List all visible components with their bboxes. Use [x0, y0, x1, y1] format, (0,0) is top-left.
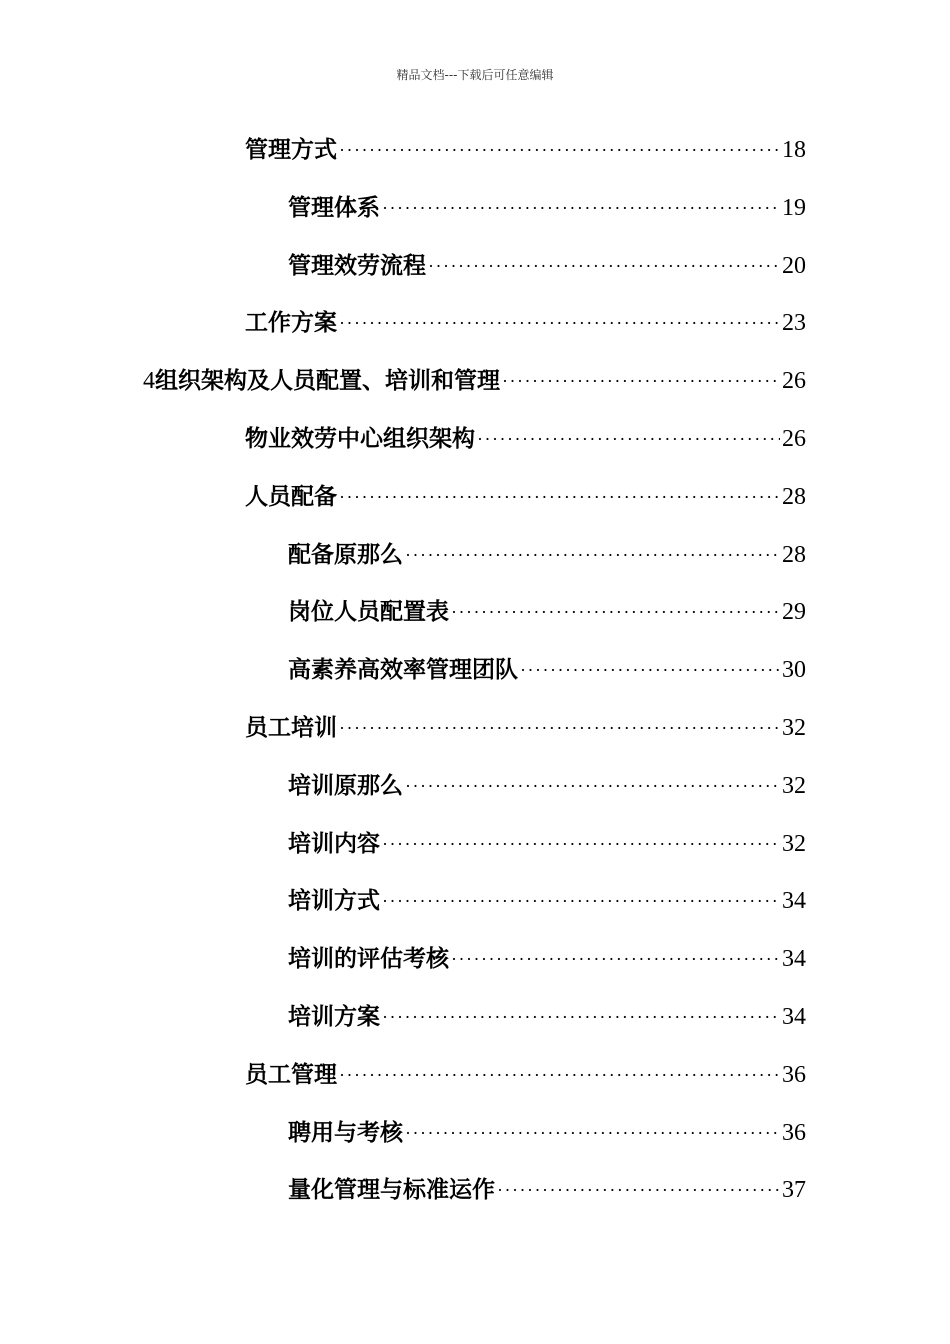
toc-entry-page-number: 28 [782, 483, 806, 510]
toc-entry-title: 量化管理与标准运作 [288, 1177, 495, 1204]
toc-entry-title: 培训原那么 [288, 772, 403, 799]
toc-entry-title: 管理效劳流程 [288, 252, 426, 279]
toc-entry-page-number: 34 [782, 888, 806, 915]
dot-leader [339, 477, 780, 517]
toc-entry-title: 员工培训 [245, 715, 337, 741]
dot-leader [451, 592, 780, 632]
toc-entry-page-number: 23 [782, 310, 806, 337]
toc-entry[interactable] [288, 535, 806, 575]
toc-entry-title: 高素养高效率管理团队 [288, 657, 518, 684]
toc-entry[interactable] [245, 419, 806, 459]
dot-leader [502, 361, 780, 401]
toc-entry-page-number: 19 [782, 194, 806, 221]
toc-entry-page-number: 34 [782, 1004, 806, 1030]
dot-leader [382, 997, 780, 1037]
dot-leader [382, 881, 780, 921]
toc-entry[interactable] [288, 766, 806, 806]
toc-entry-page-number: 34 [782, 946, 806, 973]
dot-leader [405, 535, 780, 575]
toc-entry-page-number: 32 [782, 830, 806, 857]
dot-leader [382, 188, 780, 228]
dot-leader [520, 650, 780, 690]
dot-leader [405, 1113, 780, 1153]
dot-leader [339, 303, 780, 343]
toc-entry[interactable] [245, 303, 806, 343]
toc-entry[interactable] [245, 1055, 806, 1095]
toc-entry[interactable] [288, 592, 806, 632]
toc-entry[interactable] [288, 881, 806, 921]
toc-entry-title: 组织架构及人员配置、培训和管理 [155, 368, 500, 395]
toc-entry[interactable] [288, 1170, 806, 1210]
toc-entry[interactable] [288, 1113, 806, 1153]
toc-entry-page-number: 26 [782, 368, 806, 395]
dot-leader [477, 419, 780, 459]
toc-entry-page-number: 20 [782, 252, 806, 279]
toc-entry-title: 岗位人员配置表 [288, 599, 449, 626]
toc-entry[interactable] [245, 477, 806, 517]
toc-entry-page-number: 26 [782, 426, 806, 452]
toc-entry-title: 管理体系 [288, 194, 380, 221]
toc-entry[interactable] [288, 650, 806, 690]
toc-entry-title: 培训内容 [288, 830, 380, 857]
toc-entry-page-number: 28 [782, 541, 806, 568]
page-header: 精品文档---下载后可任意编辑 [396, 68, 554, 82]
toc-entry-page-number: 18 [782, 137, 806, 163]
toc-entry[interactable] [288, 939, 806, 979]
toc-entry[interactable] [143, 361, 806, 401]
toc-entry[interactable] [288, 824, 806, 864]
toc-entry-page-number: 32 [782, 715, 806, 741]
toc-entry[interactable] [245, 708, 806, 748]
toc-entry-title: 人员配备 [245, 483, 337, 510]
dot-leader [339, 708, 780, 748]
toc-entry[interactable] [288, 246, 806, 286]
toc-entry-title: 聘用与考核 [288, 1119, 403, 1146]
toc-entry-title: 物业效劳中心组织架构 [245, 426, 475, 452]
dot-leader [339, 130, 780, 170]
dot-leader [451, 939, 780, 979]
toc-entry-title: 培训的评估考核 [288, 946, 449, 973]
toc-entry[interactable] [288, 188, 806, 228]
toc-entry-title: 员工管理 [245, 1061, 337, 1088]
toc-entry-page-number: 36 [782, 1061, 806, 1088]
dot-leader [339, 1055, 780, 1095]
toc-entry[interactable] [288, 997, 806, 1037]
dot-leader [405, 766, 780, 806]
toc-entry-page-number: 29 [782, 599, 806, 626]
dot-leader [382, 824, 780, 864]
toc-entry-title: 培训方案 [288, 1004, 380, 1030]
toc-entry-title: 配备原那么 [288, 541, 403, 568]
toc-entry-page-number: 36 [782, 1119, 806, 1146]
toc-entry-number: 4 [143, 368, 155, 395]
toc-entry[interactable] [245, 130, 806, 170]
toc-entry-title: 培训方式 [288, 888, 380, 915]
toc-entry-title: 工作方案 [245, 310, 337, 337]
toc-entry-page-number: 32 [782, 772, 806, 799]
dot-leader [497, 1170, 780, 1210]
toc-entry-page-number: 30 [782, 657, 806, 684]
toc-entry-page-number: 37 [782, 1177, 806, 1204]
toc-entry-title: 管理方式 [245, 137, 337, 163]
dot-leader [428, 246, 780, 286]
